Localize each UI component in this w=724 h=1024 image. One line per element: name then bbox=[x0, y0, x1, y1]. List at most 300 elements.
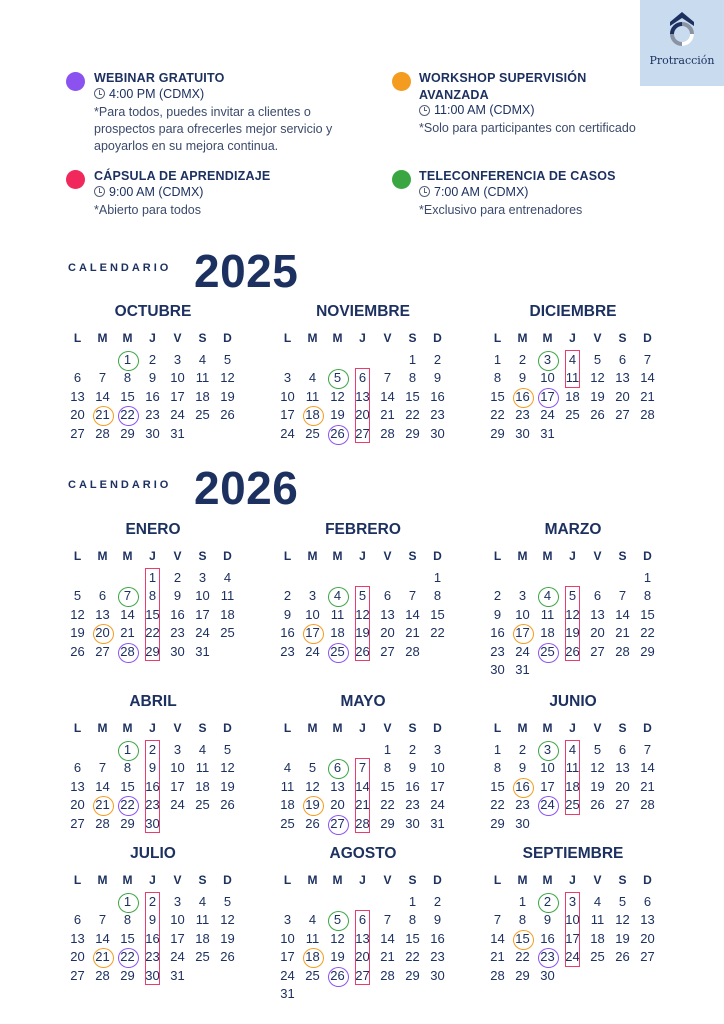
empty-cell bbox=[635, 967, 660, 985]
day-cell: 22 bbox=[640, 625, 655, 641]
week-row bbox=[275, 759, 451, 777]
weekday-label: L bbox=[283, 549, 292, 563]
month-name: MAYO bbox=[340, 693, 386, 710]
empty-cell bbox=[65, 569, 90, 587]
empty-cell bbox=[585, 815, 610, 833]
day-cell: 10 bbox=[305, 606, 320, 622]
week-row bbox=[65, 351, 241, 369]
day-cell: 15 bbox=[120, 778, 135, 794]
day-cell: 10 bbox=[280, 930, 295, 946]
empty-cell bbox=[90, 741, 115, 759]
month-name: AGOSTO bbox=[329, 845, 397, 862]
calendar-year-2025: 2025 bbox=[194, 245, 299, 297]
empty-cell bbox=[400, 985, 425, 1003]
day-cell: 25 bbox=[565, 797, 580, 813]
day-cell: 14 bbox=[95, 778, 110, 794]
month-name: ENERO bbox=[125, 521, 181, 538]
day-cell: 22 bbox=[380, 797, 395, 813]
capsula-note: *Abierto para todos bbox=[94, 202, 202, 217]
week-row bbox=[275, 425, 451, 443]
day-cell: 4 bbox=[283, 760, 292, 776]
week-row bbox=[65, 606, 241, 624]
week-row bbox=[485, 587, 661, 605]
day-cell: 6 bbox=[98, 588, 107, 604]
day-cell: 18 bbox=[195, 778, 210, 794]
empty-cell bbox=[610, 569, 635, 587]
week-row bbox=[275, 815, 451, 833]
weekday-label: M bbox=[307, 331, 318, 345]
day-cell: 20 bbox=[615, 778, 630, 794]
week-row bbox=[275, 778, 451, 796]
weekday-header bbox=[485, 327, 661, 349]
day-cell: 28 bbox=[615, 643, 630, 659]
day-cell: 17 bbox=[535, 388, 560, 406]
day-cell: 20 bbox=[355, 407, 370, 423]
weekday-label: V bbox=[173, 549, 182, 563]
day-cell: 16 bbox=[145, 930, 160, 946]
day-cell: 12 bbox=[355, 606, 370, 622]
week-row bbox=[275, 388, 451, 406]
day-cell: 23 bbox=[490, 643, 505, 659]
week-row bbox=[485, 643, 661, 661]
week-row bbox=[65, 406, 241, 424]
day-cell: 21 bbox=[90, 796, 115, 814]
weekday-label: L bbox=[283, 721, 292, 735]
day-cell: 27 bbox=[70, 967, 85, 983]
day-cell: 9 bbox=[283, 606, 292, 622]
day-cell: 7 bbox=[643, 352, 652, 367]
day-cell: 29 bbox=[405, 425, 420, 441]
day-cell: 1 bbox=[493, 742, 502, 757]
day-cell: 7 bbox=[98, 760, 107, 776]
day-cell: 6 bbox=[325, 759, 350, 777]
week-row bbox=[485, 815, 661, 833]
weekday-label: D bbox=[643, 873, 652, 887]
empty-cell bbox=[560, 569, 585, 587]
day-cell: 12 bbox=[330, 930, 345, 946]
day-cell: 14 bbox=[355, 778, 370, 794]
calendar-year-2026: 2026 bbox=[194, 462, 299, 514]
weekday-header bbox=[65, 327, 241, 349]
day-cell: 1 bbox=[518, 894, 527, 909]
weekday-label: M bbox=[542, 331, 553, 345]
month-name: OCTUBRE bbox=[114, 303, 192, 320]
day-cell: 25 bbox=[195, 949, 210, 965]
day-cell: 8 bbox=[123, 370, 132, 386]
day-cell: 15 bbox=[640, 606, 655, 622]
day-cell: 2 bbox=[148, 894, 157, 909]
week-row bbox=[65, 948, 241, 966]
week-row bbox=[65, 741, 241, 759]
weekday-label: M bbox=[332, 873, 343, 887]
week-row bbox=[485, 369, 661, 387]
day-cell: 4 bbox=[568, 352, 577, 367]
day-cell: 10 bbox=[430, 760, 445, 776]
empty-cell bbox=[90, 351, 115, 369]
day-cell: 16 bbox=[510, 778, 535, 796]
day-cell: 26 bbox=[565, 643, 580, 659]
weekday-label: M bbox=[97, 873, 108, 887]
day-cell: 12 bbox=[220, 912, 235, 928]
week-row bbox=[275, 587, 451, 605]
day-cell: 22 bbox=[515, 949, 530, 965]
day-cell: 17 bbox=[170, 778, 185, 794]
weekday-label: L bbox=[73, 873, 82, 887]
week-row bbox=[485, 778, 661, 796]
empty-cell bbox=[610, 815, 635, 833]
day-cell: 15 bbox=[405, 388, 420, 404]
teleconf-time bbox=[419, 185, 528, 199]
webinar-time bbox=[94, 87, 204, 101]
day-cell: 18 bbox=[300, 406, 325, 424]
weekday-label: J bbox=[359, 721, 366, 735]
day-cell: 26 bbox=[590, 407, 605, 423]
day-cell: 6 bbox=[593, 588, 602, 604]
empty-cell bbox=[350, 985, 375, 1003]
weekday-label: J bbox=[359, 549, 366, 563]
weekday-label: V bbox=[593, 331, 602, 345]
week-row bbox=[65, 911, 241, 929]
day-cell: 11 bbox=[565, 760, 580, 776]
day-cell: 11 bbox=[280, 778, 295, 794]
day-cell: 5 bbox=[358, 588, 367, 604]
empty-cell bbox=[350, 351, 375, 369]
month-diciembre bbox=[485, 303, 661, 443]
day-cell: 14 bbox=[380, 930, 395, 946]
empty-cell bbox=[375, 569, 400, 587]
day-cell: 30 bbox=[170, 643, 185, 659]
day-cell: 30 bbox=[405, 815, 420, 831]
week-row bbox=[275, 893, 451, 911]
capsula-time bbox=[94, 185, 203, 199]
week-row bbox=[65, 624, 241, 642]
day-cell: 6 bbox=[643, 894, 652, 909]
empty-cell bbox=[300, 569, 325, 587]
month-mayo bbox=[275, 693, 451, 833]
day-cell: 8 bbox=[123, 912, 132, 928]
day-cell: 23 bbox=[405, 797, 420, 813]
day-cell: 15 bbox=[510, 930, 535, 948]
day-cell: 28 bbox=[380, 967, 395, 983]
weekday-label: D bbox=[223, 331, 232, 345]
day-cell: 4 bbox=[223, 570, 232, 585]
day-cell: 31 bbox=[540, 425, 555, 441]
day-cell: 13 bbox=[615, 370, 630, 386]
day-cell: 9 bbox=[148, 760, 157, 776]
day-cell: 7 bbox=[358, 760, 367, 776]
day-cell: 27 bbox=[325, 815, 350, 833]
day-cell: 21 bbox=[355, 797, 370, 813]
day-cell: 29 bbox=[405, 967, 420, 983]
empty-cell bbox=[635, 815, 660, 833]
calendar-label-2025: CALENDARIO bbox=[68, 262, 172, 274]
day-cell: 30 bbox=[145, 425, 160, 441]
day-cell: 15 bbox=[380, 778, 395, 794]
weekday-header bbox=[485, 717, 661, 739]
week-row bbox=[65, 369, 241, 387]
workshop-color-dot bbox=[392, 72, 411, 91]
empty-cell bbox=[635, 661, 660, 679]
day-cell: 11 bbox=[330, 606, 345, 622]
day-cell: 30 bbox=[145, 967, 160, 983]
day-cell: 10 bbox=[540, 370, 555, 386]
weekday-label: M bbox=[517, 549, 528, 563]
day-cell: 27 bbox=[70, 425, 85, 441]
empty-cell bbox=[560, 425, 585, 443]
weekday-label: L bbox=[493, 331, 502, 345]
day-cell: 4 bbox=[198, 742, 207, 757]
day-cell: 18 bbox=[300, 948, 325, 966]
day-cell: 19 bbox=[70, 625, 85, 641]
week-row bbox=[65, 425, 241, 443]
empty-cell bbox=[275, 741, 300, 759]
day-cell: 2 bbox=[408, 742, 417, 757]
weekday-label: M bbox=[332, 331, 343, 345]
empty-cell bbox=[535, 661, 560, 679]
day-cell: 29 bbox=[145, 643, 160, 659]
month-name: MARZO bbox=[544, 521, 602, 538]
day-cell: 8 bbox=[518, 912, 527, 928]
empty-cell bbox=[165, 815, 190, 833]
weekday-label: J bbox=[569, 873, 576, 887]
weekday-label: M bbox=[307, 721, 318, 735]
day-cell: 4 bbox=[308, 912, 317, 928]
week-row bbox=[485, 425, 661, 443]
week-row bbox=[485, 967, 661, 985]
day-cell: 5 bbox=[593, 352, 602, 367]
day-cell: 4 bbox=[198, 352, 207, 367]
day-cell: 11 bbox=[305, 388, 320, 404]
week-row bbox=[485, 741, 661, 759]
weekday-label: J bbox=[569, 331, 576, 345]
empty-cell bbox=[190, 815, 215, 833]
workshop-title: AVANZADA bbox=[419, 87, 489, 102]
day-cell: 3 bbox=[535, 351, 560, 369]
day-cell: 7 bbox=[618, 588, 627, 604]
week-row bbox=[275, 796, 451, 814]
day-cell: 9 bbox=[518, 760, 527, 776]
weekday-label: D bbox=[643, 331, 652, 345]
week-row bbox=[275, 569, 451, 587]
day-cell: 16 bbox=[145, 778, 160, 794]
day-cell: 19 bbox=[590, 388, 605, 404]
day-cell: 11 bbox=[195, 912, 210, 928]
day-cell: 29 bbox=[380, 815, 395, 831]
day-cell: 4 bbox=[325, 587, 350, 605]
week-row bbox=[275, 643, 451, 661]
weekday-label: S bbox=[408, 873, 417, 887]
day-cell: 15 bbox=[405, 930, 420, 946]
day-cell: 10 bbox=[170, 760, 185, 776]
day-cell: 12 bbox=[590, 760, 605, 776]
empty-cell bbox=[375, 351, 400, 369]
empty-cell bbox=[215, 967, 240, 985]
day-cell: 18 bbox=[590, 930, 605, 946]
day-cell: 14 bbox=[405, 606, 420, 622]
week-row bbox=[65, 587, 241, 605]
week-row bbox=[65, 778, 241, 796]
day-cell: 19 bbox=[220, 388, 235, 404]
day-cell: 16 bbox=[170, 606, 185, 622]
day-cell: 24 bbox=[305, 643, 320, 659]
day-cell: 13 bbox=[590, 606, 605, 622]
day-cell: 20 bbox=[640, 930, 655, 946]
weekday-label: J bbox=[149, 721, 156, 735]
week-row bbox=[485, 569, 661, 587]
day-cell: 1 bbox=[408, 352, 417, 367]
day-cell: 11 bbox=[220, 588, 235, 604]
day-cell: 24 bbox=[515, 643, 530, 659]
empty-cell bbox=[400, 569, 425, 587]
weekday-label: M bbox=[97, 721, 108, 735]
empty-cell bbox=[350, 741, 375, 759]
week-row bbox=[485, 351, 661, 369]
day-cell: 17 bbox=[170, 930, 185, 946]
day-cell: 15 bbox=[120, 388, 135, 404]
day-cell: 17 bbox=[430, 778, 445, 794]
empty-cell bbox=[635, 425, 660, 443]
weekday-label: D bbox=[433, 873, 442, 887]
day-cell: 15 bbox=[490, 778, 505, 794]
day-cell: 13 bbox=[70, 778, 85, 794]
day-cell: 7 bbox=[115, 587, 140, 605]
day-cell: 10 bbox=[540, 760, 555, 776]
day-cell: 5 bbox=[618, 894, 627, 909]
month-enero bbox=[65, 521, 241, 661]
day-cell: 29 bbox=[515, 967, 530, 983]
weekday-label: M bbox=[97, 549, 108, 563]
weekday-label: M bbox=[122, 549, 133, 563]
day-cell: 25 bbox=[590, 949, 605, 965]
empty-cell bbox=[90, 893, 115, 911]
day-cell: 3 bbox=[518, 588, 527, 604]
empty-cell bbox=[485, 569, 510, 587]
weekday-label: V bbox=[383, 549, 392, 563]
weekday-header bbox=[275, 717, 451, 739]
day-cell: 6 bbox=[618, 742, 627, 757]
day-cell: 9 bbox=[408, 760, 417, 776]
day-cell: 5 bbox=[568, 588, 577, 604]
weekday-label: L bbox=[73, 331, 82, 345]
day-cell: 4 bbox=[198, 894, 207, 909]
day-cell: 13 bbox=[70, 930, 85, 946]
day-cell: 9 bbox=[433, 912, 442, 928]
month-name: DICIEMBRE bbox=[529, 303, 617, 320]
week-row bbox=[275, 624, 451, 642]
day-cell: 12 bbox=[70, 606, 85, 622]
day-cell: 7 bbox=[493, 912, 502, 928]
weekday-label: M bbox=[542, 549, 553, 563]
empty-cell bbox=[300, 741, 325, 759]
weekday-label: V bbox=[593, 721, 602, 735]
day-cell: 2 bbox=[148, 352, 157, 367]
weekday-label: S bbox=[198, 331, 207, 345]
empty-cell bbox=[65, 741, 90, 759]
day-cell: 5 bbox=[593, 742, 602, 757]
day-cell: 1 bbox=[433, 570, 442, 585]
week-row bbox=[275, 967, 451, 985]
day-cell: 18 bbox=[195, 930, 210, 946]
day-cell: 14 bbox=[95, 930, 110, 946]
week-row bbox=[485, 930, 661, 948]
day-cell: 26 bbox=[325, 967, 350, 985]
weekday-label: L bbox=[493, 873, 502, 887]
weekday-label: M bbox=[517, 331, 528, 345]
day-cell: 20 bbox=[355, 949, 370, 965]
week-row bbox=[65, 643, 241, 661]
day-cell: 11 bbox=[565, 370, 580, 386]
month-name: NOVIEMBRE bbox=[316, 303, 410, 320]
weekday-label: S bbox=[198, 873, 207, 887]
weekday-label: J bbox=[149, 331, 156, 345]
day-cell: 22 bbox=[490, 797, 505, 813]
weekday-label: M bbox=[332, 721, 343, 735]
day-cell: 18 bbox=[280, 797, 295, 813]
day-cell: 18 bbox=[220, 606, 235, 622]
logo-icon bbox=[662, 10, 702, 50]
weekday-label: D bbox=[643, 721, 652, 735]
day-cell: 10 bbox=[280, 388, 295, 404]
day-cell: 29 bbox=[490, 815, 505, 831]
weekday-label: V bbox=[593, 549, 602, 563]
day-cell: 22 bbox=[145, 625, 160, 641]
day-cell: 3 bbox=[535, 741, 560, 759]
week-row bbox=[65, 893, 241, 911]
day-cell: 16 bbox=[540, 930, 555, 946]
weekday-label: D bbox=[223, 549, 232, 563]
empty-cell bbox=[585, 425, 610, 443]
day-cell: 23 bbox=[170, 625, 185, 641]
day-cell: 23 bbox=[145, 797, 160, 813]
day-cell: 27 bbox=[615, 797, 630, 813]
empty-cell bbox=[65, 351, 90, 369]
day-cell: 18 bbox=[565, 388, 580, 404]
weekday-label: J bbox=[149, 873, 156, 887]
day-cell: 14 bbox=[380, 388, 395, 404]
empty-cell bbox=[190, 425, 215, 443]
empty-cell bbox=[350, 569, 375, 587]
day-cell: 7 bbox=[383, 370, 392, 386]
day-cell: 3 bbox=[308, 588, 317, 604]
day-cell: 17 bbox=[195, 606, 210, 622]
week-row bbox=[275, 930, 451, 948]
day-cell: 26 bbox=[325, 425, 350, 443]
day-cell: 28 bbox=[355, 815, 370, 831]
day-cell: 3 bbox=[283, 912, 292, 928]
day-cell: 22 bbox=[405, 949, 420, 965]
weekday-label: L bbox=[493, 721, 502, 735]
weekday-label: S bbox=[618, 873, 627, 887]
empty-cell bbox=[485, 893, 510, 911]
weekday-label: V bbox=[383, 873, 392, 887]
webinar-note: apoyarlos en su mejora continua. bbox=[94, 138, 279, 153]
weekday-label: J bbox=[569, 549, 576, 563]
day-cell: 27 bbox=[590, 643, 605, 659]
empty-cell bbox=[65, 893, 90, 911]
day-cell: 22 bbox=[405, 407, 420, 423]
weekday-label: S bbox=[618, 549, 627, 563]
day-cell: 10 bbox=[515, 606, 530, 622]
day-cell: 19 bbox=[565, 625, 580, 641]
weekday-label: S bbox=[198, 721, 207, 735]
teleconf-title: TELECONFERENCIA DE CASOS bbox=[419, 169, 616, 183]
empty-cell bbox=[375, 985, 400, 1003]
day-cell: 27 bbox=[380, 643, 395, 659]
day-cell: 1 bbox=[643, 570, 652, 585]
day-cell: 16 bbox=[145, 388, 160, 404]
day-cell: 5 bbox=[223, 742, 232, 757]
empty-cell bbox=[585, 661, 610, 679]
